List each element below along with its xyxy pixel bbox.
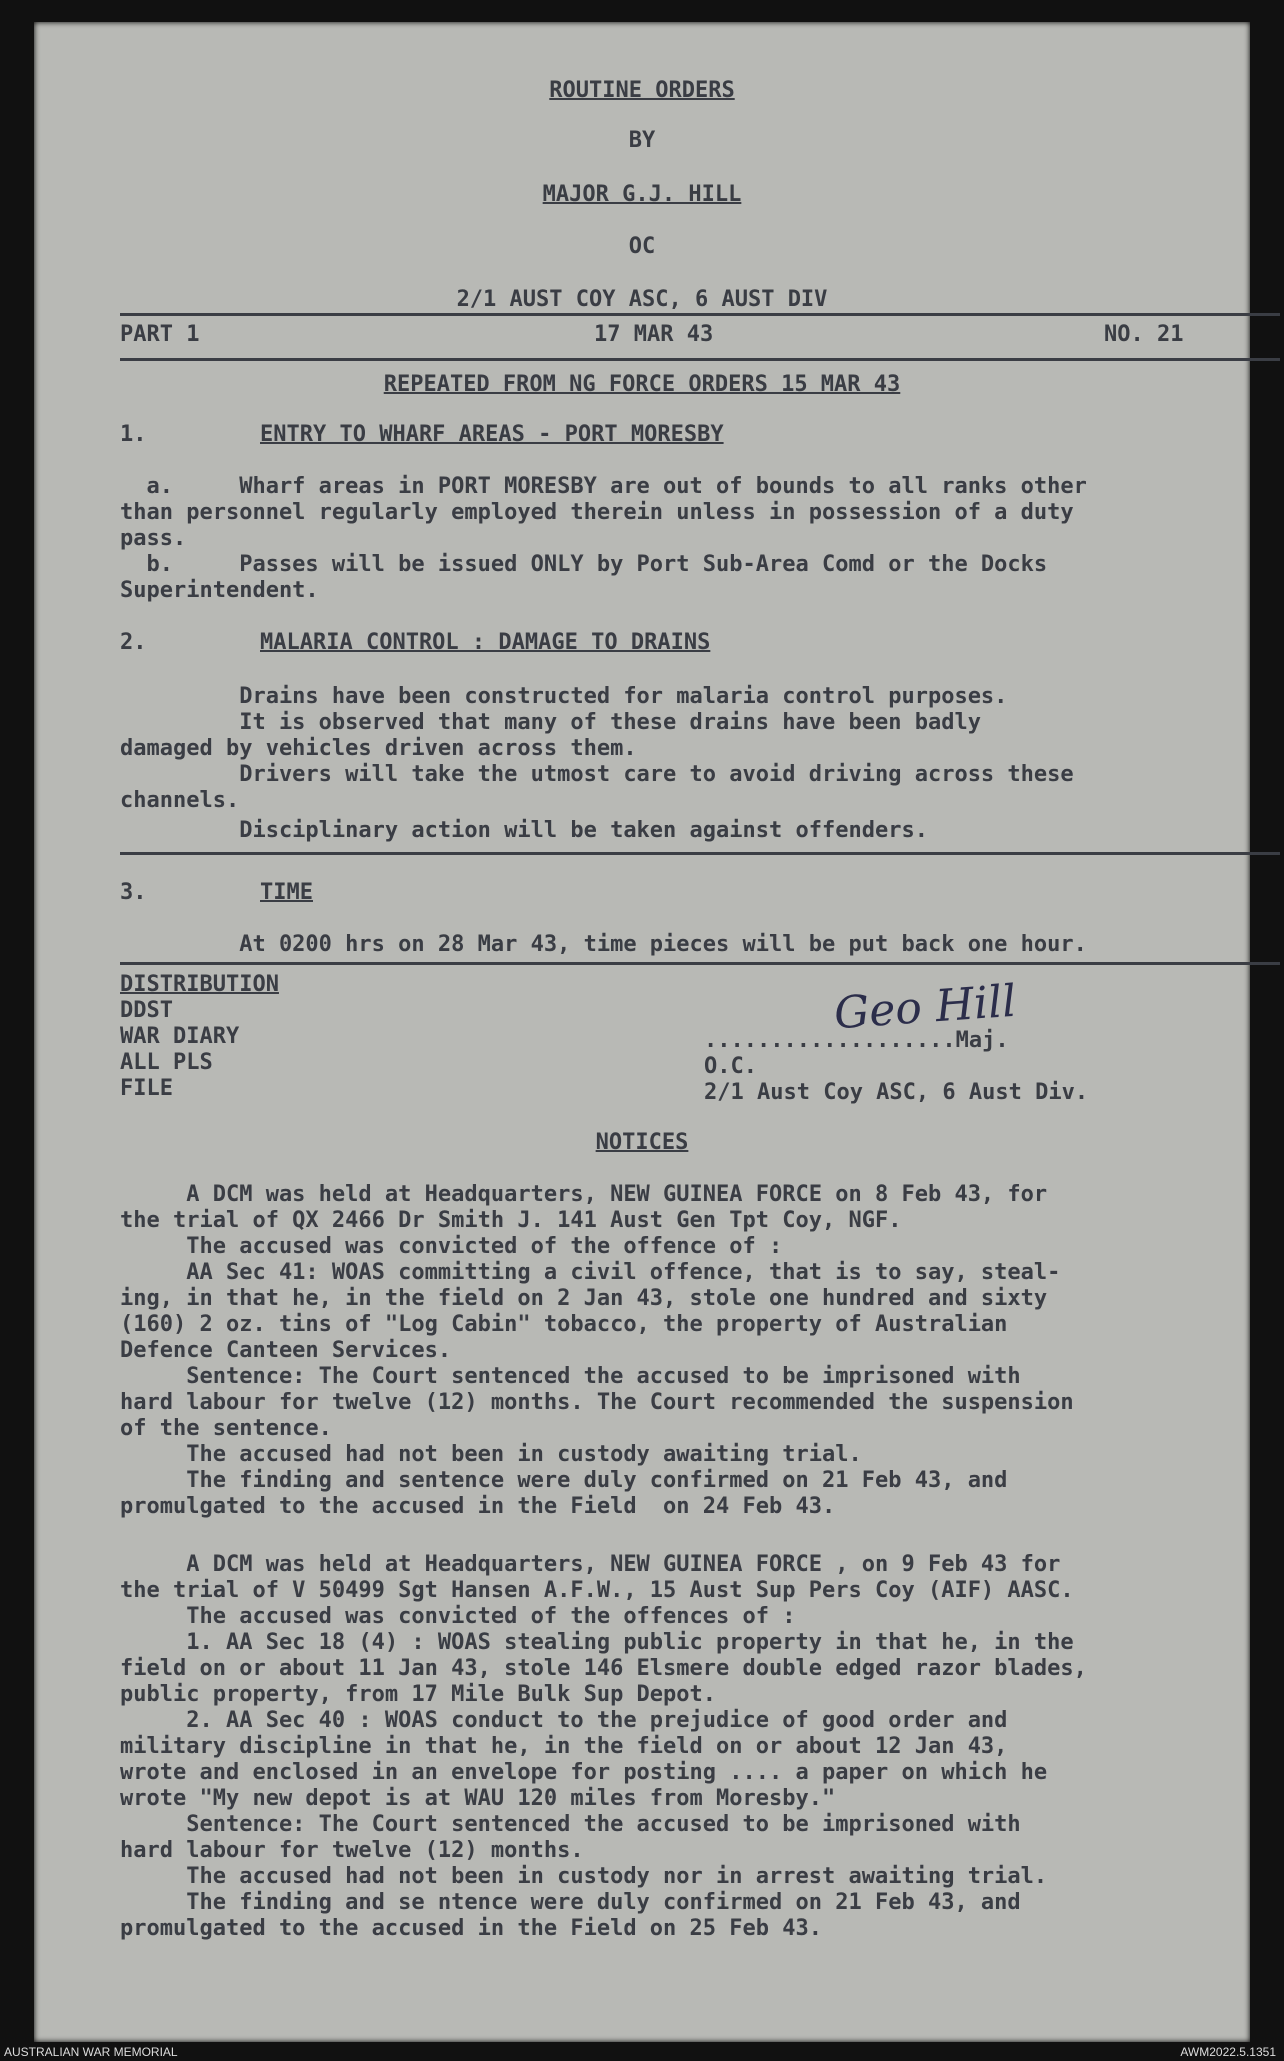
section-2-line: damaged by vehicles driven across them.: [120, 736, 637, 761]
section-3-title: TIME: [260, 880, 313, 905]
section-2-number: 2.: [120, 630, 147, 655]
notice-2-line: public property, from 17 Mile Bulk Sup Depot.: [120, 1682, 717, 1707]
section-1-line: pass.: [120, 526, 187, 551]
section-1-title: ENTRY TO WHARF AREAS - PORT MORESBY: [260, 422, 724, 447]
notice-1-line: ing, in that he, in the field on 2 Jan 43, stole one hundred and sixty: [120, 1286, 1048, 1311]
notice-2-line: wrote and enclosed in an envelope for posting .... a paper on which he: [120, 1760, 1048, 1785]
notice-2-line: The finding and se ntence were duly confirmed on 21 Feb 43, and: [120, 1890, 1021, 1915]
distribution-item: FILE: [120, 1076, 173, 1101]
section-2-line: Drains have been constructed for malaria control purposes.: [120, 684, 1008, 709]
section-1-line: than personnel regularly employed therein unless in possession of a duty: [120, 500, 1074, 525]
repeated-heading: REPEATED FROM NG FORCE ORDERS 15 MAR 43: [383, 372, 901, 397]
notice-1-line: The finding and sentence were duly confirmed on 21 Feb 43, and: [120, 1468, 1008, 1493]
notice-2-line: 1. AA Sec 18 (4) : WOAS stealing public property in that he, in the: [120, 1630, 1074, 1655]
notice-2-line: The accused was convicted of the offences of :: [120, 1604, 796, 1629]
doc-officer: MAJOR G.J. HILL: [542, 182, 742, 207]
section-3-line: At 0200 hrs on 28 Mar 43, time pieces will be put back one hour.: [120, 932, 1087, 957]
section-rule: [120, 962, 1280, 965]
footer-archive-name: AUSTRALIAN WAR MEMORIAL: [4, 2045, 178, 2059]
distribution-item: WAR DIARY: [120, 1024, 240, 1049]
footer-accession-number: AWM2022.5.1351: [1180, 2045, 1276, 2059]
notice-2-line: Sentence: The Court sentenced the accused to be imprisoned with: [120, 1812, 1021, 1837]
notice-1-line: (160) 2 oz. tins of "Log Cabin" tobacco, the property of Australian: [120, 1312, 1008, 1337]
signature-title: O.C.: [704, 1054, 757, 1079]
section-2-line: It is observed that many of these drains have been badly: [120, 710, 981, 735]
section-2-title: MALARIA CONTROL : DAMAGE TO DRAINS: [260, 630, 711, 655]
section-rule: [120, 852, 1280, 855]
notice-2-line: hard labour for twelve (12) months.: [120, 1838, 584, 1863]
header-rule-2: [120, 358, 1280, 361]
notice-2-line: wrote "My new depot is at WAU 120 miles from Moresby.": [120, 1786, 836, 1811]
distribution-item: DDST: [120, 998, 173, 1023]
header-rule: [120, 313, 1280, 316]
section-2-line: channels.: [120, 788, 240, 813]
notice-1-line: A DCM was held at Headquarters, NEW GUINEA FORCE on 8 Feb 43, for: [120, 1182, 1048, 1207]
notice-2-line: A DCM was held at Headquarters, NEW GUINEA FORCE , on 9 Feb 43 for: [120, 1552, 1061, 1577]
section-1-number: 1.: [120, 422, 147, 447]
notice-1-line: The accused was convicted of the offence of :: [120, 1234, 783, 1259]
notice-2-line: promulgated to the accused in the Field on 25 Feb 43.: [120, 1916, 822, 1941]
notice-1-line: Sentence: The Court sentenced the accused to be imprisoned with: [120, 1364, 1021, 1389]
part-label: PART 1: [120, 322, 200, 347]
section-2-line: Disciplinary action will be taken against offenders.: [120, 818, 928, 843]
signature-line: ...................Maj.: [704, 1028, 1009, 1053]
section-2-line: Drivers will take the utmost care to avoid driving across these: [120, 762, 1074, 787]
section-1-line: Superintendent.: [120, 578, 319, 603]
section-1-line: b. Passes will be issued ONLY by Port Sub-Area Comd or the Docks: [120, 552, 1048, 577]
doc-date: 17 MAR 43: [594, 322, 714, 347]
notices-heading: NOTICES: [595, 1130, 689, 1155]
document-page: [34, 22, 1250, 2042]
notice-2-line: military discipline in that he, in the field on or about 12 Jan 43,: [120, 1734, 1008, 1759]
doc-unit: 2/1 AUST COY ASC, 6 AUST DIV: [456, 287, 828, 312]
notice-2-line: 2. AA Sec 40 : WOAS conduct to the prejudice of good order and: [120, 1708, 1008, 1733]
notice-1-line: hard labour for twelve (12) months. The Court recommended the suspension: [120, 1390, 1074, 1415]
notice-1-line: promulgated to the accused in the Field on 24 Feb 43.: [120, 1494, 836, 1519]
section-1-line: a. Wharf areas in PORT MORESBY are out of bounds to all ranks other: [120, 474, 1087, 499]
doc-number: NO. 21: [1104, 322, 1184, 347]
section-3-number: 3.: [120, 880, 147, 905]
notice-1-line: AA Sec 41: WOAS committing a civil offence, that is to say, steal-: [120, 1260, 1061, 1285]
notice-1-line: The accused had not been in custody awaiting trial.: [120, 1442, 862, 1467]
notice-1-line: of the sentence.: [120, 1416, 332, 1441]
notice-2-line: the trial of V 50499 Sgt Hansen A.F.W., 15 Aust Sup Pers Coy (AIF) AASC.: [120, 1578, 1074, 1603]
notice-2-line: field on or about 11 Jan 43, stole 146 Elsmere double edged razor blades,: [120, 1656, 1087, 1681]
notice-2-line: The accused had not been in custody nor in arrest awaiting trial.: [120, 1864, 1048, 1889]
distribution-heading: DISTRIBUTION: [120, 972, 279, 997]
notice-1-line: Defence Canteen Services.: [120, 1338, 452, 1363]
signature-unit: 2/1 Aust Coy ASC, 6 Aust Div.: [704, 1080, 1089, 1105]
doc-role: OC: [628, 234, 656, 259]
handwritten-signature: Geo Hill: [832, 975, 1018, 1040]
distribution-item: ALL PLS: [120, 1050, 213, 1075]
doc-by: BY: [628, 128, 656, 153]
notice-1-line: the trial of QX 2466 Dr Smith J. 141 Aust Gen Tpt Coy, NGF.: [120, 1208, 902, 1233]
doc-title: ROUTINE ORDERS: [549, 78, 735, 103]
